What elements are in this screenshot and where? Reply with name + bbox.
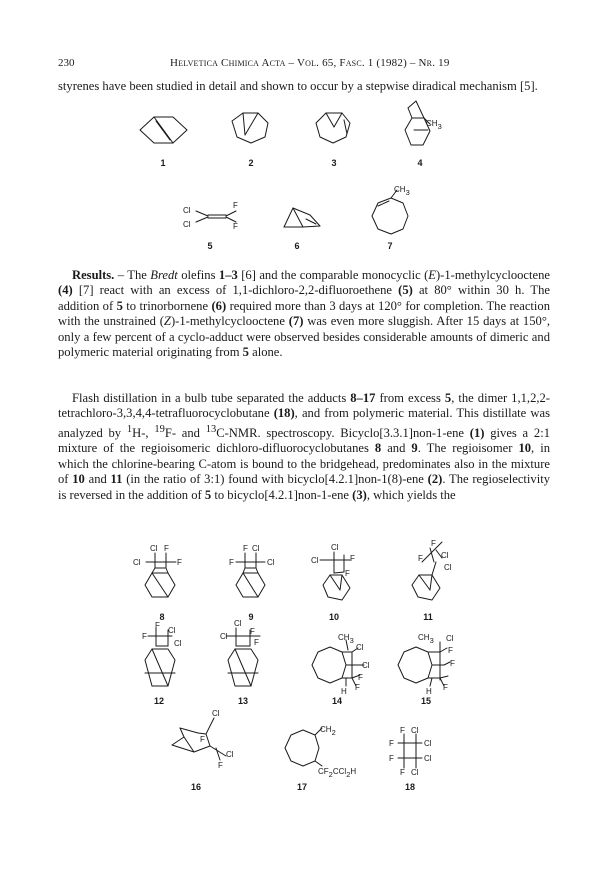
compound-label: 5 (207, 241, 213, 251)
compound-ref: 11 (110, 472, 123, 487)
compound-label: 14 (331, 696, 343, 706)
structure-17 (285, 728, 322, 766)
compound-label: 9 (248, 612, 254, 622)
compound-label: 12 (153, 696, 165, 706)
compound-label: 13 (237, 696, 249, 706)
compound-label: 4 (417, 158, 423, 168)
structure-15 (398, 642, 450, 686)
atom-label: F (450, 659, 455, 668)
structure-8 (145, 553, 176, 597)
atom-label: F (389, 754, 394, 763)
text-run: )-1-methylcyclooctene (170, 314, 289, 329)
structure-9 (236, 553, 265, 597)
atom-label: Cl (267, 558, 275, 567)
text-run: to bicyclo[4.2.1]non-1-ene (211, 487, 353, 502)
atom-label: Cl (234, 619, 242, 628)
compound-ref: 5 (444, 391, 452, 405)
text-run: – The (114, 268, 151, 282)
running-head: Helvetica Chimica Acta – Vol. 65, Fasc. 1 (1982) – Nr. 19 (170, 57, 450, 69)
atom-label: Cl (446, 634, 454, 643)
atom-label: Cl (362, 661, 370, 670)
text-run: gives a 2:1 mixture of the regioisomeric dichloro-difluorocyclobutanes (58, 426, 550, 456)
compound-label: 17 (296, 782, 308, 792)
text-run: required more than 3 days at 120° for completion. The reaction with the unstrained ( (58, 298, 551, 329)
structure-11 (412, 542, 442, 600)
atom-label: Cl (424, 739, 432, 748)
structure-2 (232, 113, 268, 143)
atom-label: CH3 (338, 633, 354, 645)
text-run: olefins (177, 268, 219, 282)
atom-label: F (400, 726, 405, 735)
atom-label: Cl (441, 551, 449, 560)
structure-1 (140, 117, 187, 143)
atom-label: F (400, 768, 405, 777)
atom-label: F (254, 638, 259, 647)
atom-label: Cl (444, 563, 452, 572)
text-run: Flash distillation in a bulb tube separated the adducts (72, 391, 351, 405)
atom-label: Cl (226, 750, 234, 759)
superscript: 1 (126, 423, 133, 435)
atom-label: F (418, 554, 423, 563)
compound-ref: (18) (273, 406, 295, 421)
text-run: H-, (132, 426, 155, 440)
atom-label: Cl (174, 639, 182, 648)
text-run: (in the ratio of 3:1) found with bicyclo[4.2.1]non-1(8)-ene (122, 472, 428, 487)
compound-ref: 5 (116, 298, 123, 313)
atom-label: H (426, 687, 432, 696)
atom-label: Cl (133, 558, 141, 567)
structure-6 (284, 208, 320, 227)
text-run: [7] react with an excess of 1,1-dichloro-2,2-difluoroethene (72, 283, 399, 298)
text-run: Bredt (150, 268, 178, 282)
text-run: F- and (164, 426, 206, 440)
structure-12 (145, 628, 175, 686)
compound-label: 10 (328, 612, 340, 622)
compound-label: 11 (423, 612, 433, 622)
compound-label: 8 (159, 612, 165, 622)
structure-7 (372, 190, 408, 234)
compound-ref: (3) (352, 487, 367, 502)
atom-label: Cl (183, 206, 191, 215)
compound-ref: (6) (211, 298, 227, 313)
atom-label: F (233, 201, 238, 210)
structure-3 (316, 113, 350, 143)
atom-label: F (389, 739, 394, 748)
atom-label: F (142, 632, 147, 641)
atom-label: F (448, 646, 453, 655)
compound-ref: (2) (427, 472, 443, 487)
results-heading: Results. (72, 268, 115, 282)
compound-ref: (5) (398, 283, 413, 298)
structure-13 (226, 628, 260, 686)
atom-label: F (243, 544, 248, 553)
compound-ref: 8 (374, 441, 382, 456)
atom-label: F (177, 558, 182, 567)
compound-ref: (1) (469, 426, 485, 440)
text-run: and (84, 472, 111, 487)
atom-label: Cl (331, 543, 339, 552)
compound-label: 3 (331, 158, 337, 168)
text-run: was even more sluggish. After 15 days at 150°, only a few percent of a cyclo-adduct were observed besides considerable amounts of dimeric and polymeric material originating from (58, 314, 551, 360)
text-run: , in which the chlorine-bearing C-atom is bound to the bridgehead, predominates also in the mixture of (58, 441, 550, 487)
text-run: and (381, 441, 412, 456)
text-run: , and from polymeric material. This distillate was analyzed by (58, 406, 550, 440)
atom-label: Cl (212, 709, 220, 718)
atom-label: F (218, 761, 223, 770)
text-run: )-1-methylcyclooctene (435, 268, 550, 282)
superscript: 13 (205, 423, 217, 435)
atom-label: H (341, 687, 347, 696)
compound-label: 7 (387, 241, 393, 251)
text-run: , which yields the (366, 487, 456, 502)
atom-label: Cl (356, 643, 364, 652)
text-run: . The regioselectivity is reversed in the addition of (58, 472, 550, 502)
superscript: 19 (154, 423, 165, 435)
text-run: C-NMR. spectroscopy. Bicyclo[3.3.1]non-1-ene (216, 426, 470, 440)
atom-label: Cl (411, 768, 419, 777)
atom-label: CF2CCl2H (318, 767, 357, 779)
compound-label: 18 (404, 782, 416, 792)
compound-label: 16 (190, 782, 202, 792)
compound-ref: 10 (72, 472, 85, 487)
atom-label: Cl (220, 632, 228, 641)
atom-label: F (229, 558, 234, 567)
structure-16 (172, 718, 226, 760)
atom-label: F (200, 735, 205, 744)
atom-label: Cl (424, 754, 432, 763)
compound-label: 2 (248, 158, 254, 168)
compound-ref: 10 (518, 441, 532, 456)
compound-label: 6 (294, 241, 300, 251)
atom-label: F (443, 683, 448, 692)
text-run: , the dimer 1,1,2,2-tetrachloro-3,3,4,4-tetrafluorocyclobutane (58, 391, 550, 421)
compound-ref: 5 (204, 487, 212, 502)
atom-label: Cl (411, 726, 419, 735)
atom-label: F (358, 673, 363, 682)
atom-label: Cl (150, 544, 158, 553)
atom-label: F (431, 539, 436, 548)
atom-label: CH3 (418, 633, 434, 645)
atom-label: F (164, 544, 169, 553)
atom-label: Cl (252, 544, 260, 553)
compound-ref: 1–3 (218, 268, 238, 282)
atom-label: F (345, 569, 350, 578)
atom-label: F (350, 554, 355, 563)
compound-ref: 8–17 (350, 391, 376, 405)
structure-18 (398, 734, 422, 768)
compound-ref: (7) (288, 314, 304, 329)
atom-label: F (233, 222, 238, 231)
text-run: to trinorbornene (122, 298, 212, 313)
compound-label: 15 (420, 696, 432, 706)
text-run: Z (163, 314, 171, 329)
atom-label: F (355, 683, 360, 692)
page-number: 230 (58, 57, 75, 69)
atom-label: CH2 (320, 725, 336, 737)
atom-label: F (250, 627, 255, 636)
atom-label: Cl (183, 220, 191, 229)
atom-label: CH3 (426, 119, 442, 131)
text-run: from excess (375, 391, 445, 405)
text-run: at 80° within 30 h. The addition of (58, 283, 550, 313)
text-run: alone. (248, 345, 283, 360)
text-run: [6] and the comparable monocyclic ( (237, 268, 429, 282)
compound-ref: (4) (58, 283, 73, 298)
compound-ref: 5 (242, 345, 249, 360)
atom-label: CH3 (394, 185, 410, 197)
atom-label: Cl (311, 556, 319, 565)
compound-label: 1 (160, 158, 166, 168)
compound-ref: 9 (411, 441, 418, 456)
atom-label: F (155, 621, 160, 630)
structure-5 (196, 211, 236, 222)
atom-label: Cl (168, 626, 176, 635)
intro-text: styrenes have been studied in detail and shown to occur by a stepwise diradical mechanism [5]. (58, 79, 538, 93)
text-run: . The regioisomer (417, 441, 519, 456)
text-run: E (428, 268, 436, 282)
